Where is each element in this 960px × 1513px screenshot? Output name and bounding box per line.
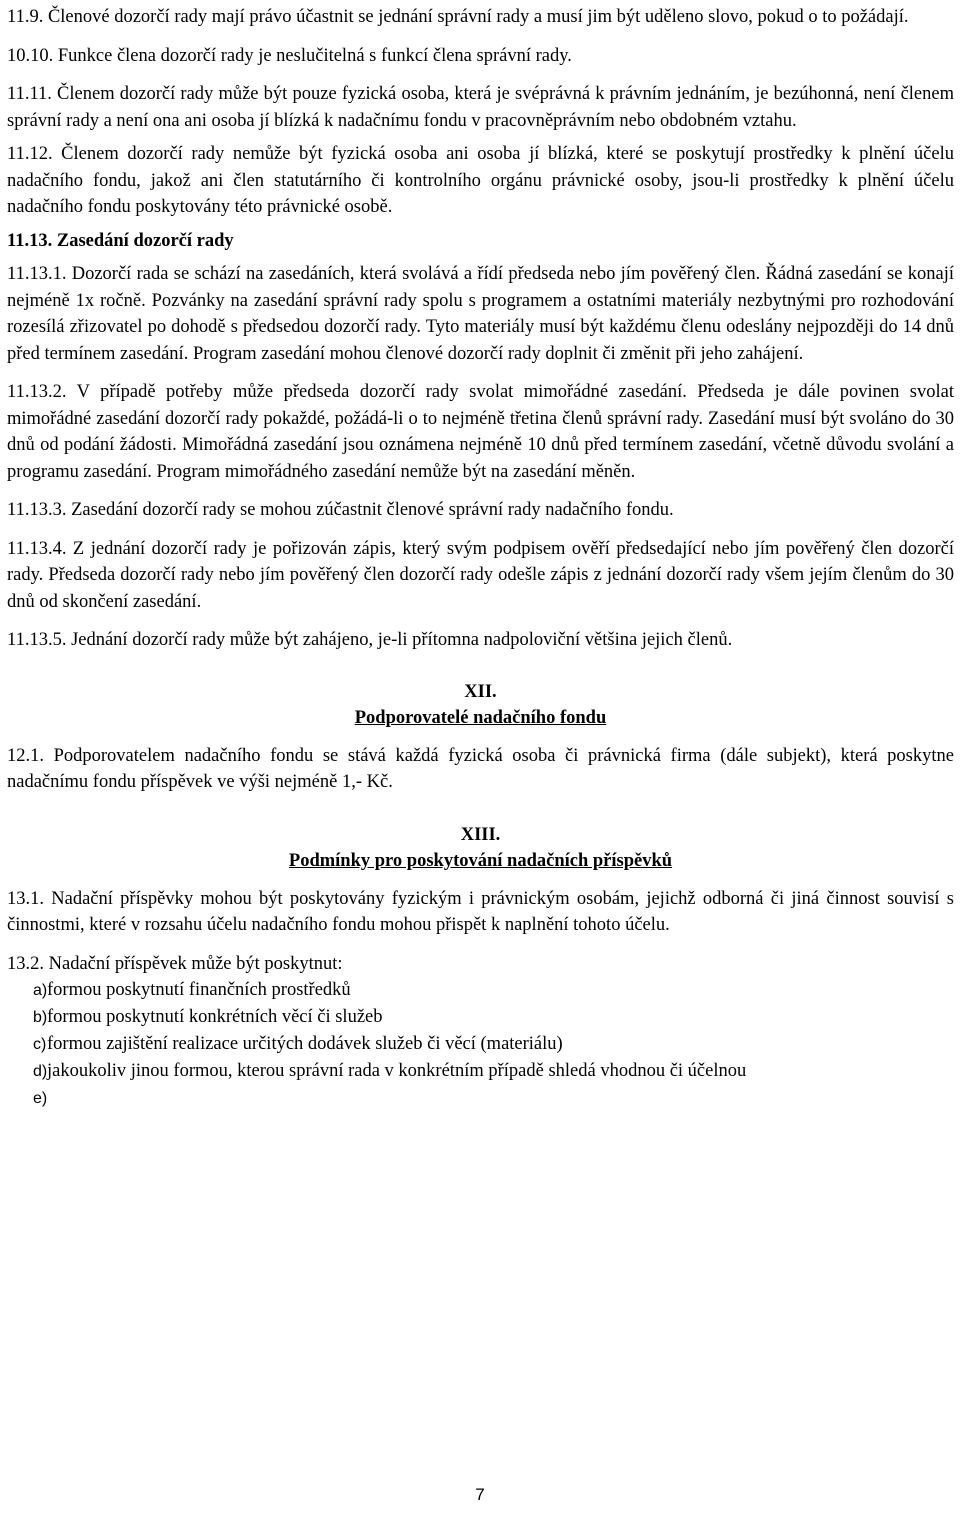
list-marker: a) [33, 982, 48, 999]
paragraph-11-13-2: 11.13.2. V případě potřeby může předseda dozorčí rady svolat mimořádné zasedání. Předseda je dále povinen svolat mimořádné zasedání dozorčí rady pokaždé, požádá-li o to nejméně třetina členů správní rady. Zasedání musí být svoláno do 30 dnů od podání žádosti. Mimořádná zasedání jsou oznámena nejméně 10 dnů před termínem zasedání, včetně důvodu svolání a programu zasedání. Program mimořádného zasedání nemůže být na zasedání měněn. [7, 382, 954, 482]
section-xii-title: Podporovatelé nadačního fondu [354, 707, 607, 728]
paragraph-11-13-4: 11.13.4. Z jednání dozorčí rady je pořizován zápis, který svým podpisem ověří předsedající nebo jím pověřený člen dozorčí rady. Předseda dozorčí rady nebo jím pověřený člen dozorčí rady odešle zápis z jednání dozorčí rady všem jejím členům do 30 dnů od skončení zasedání. [7, 538, 954, 612]
paragraph-13-1: 13.1. Nadační příspěvky mohou být poskytovány fyzickým i právnickým osobám, jejichž odborná či jiná činnost souvisí s činnostmi, které v rozsahu účelu nadačního fondu mohou přispět k naplnění tohoto účelu. [7, 888, 954, 935]
provision-forms-list [7, 977, 954, 1112]
list-item [7, 1058, 954, 1085]
list-marker: c) [33, 1036, 47, 1053]
list-marker: d) [33, 1063, 48, 1080]
paragraph-11-9: 11.9. Členové dozorčí rady mají právo účastnit se jednání správní rady a musí jim být uděleno slovo, pokud o to požádají. [7, 7, 909, 27]
list-item [7, 1004, 954, 1031]
list-item [7, 1031, 954, 1058]
paragraph-11-13-5: 11.13.5. Jednání dozorčí rady může být zahájeno, je-li přítomna nadpoloviční většina jejich členů. [7, 630, 733, 650]
heading-11-13: 11.13. Zasedání dozorčí rady [7, 230, 234, 251]
list-item-text: formou poskytnutí konkrétních věcí či služeb [47, 1007, 383, 1027]
paragraph-11-13-3: 11.13.3. Zasedání dozorčí rady se mohou zúčastnit členové správní rady nadačního fondu. [7, 500, 674, 520]
paragraph-12-1: 12.1. Podporovatelem nadačního fondu se stává každá fyzická osoba či právnická firma (dále subjekt), která poskytne nadačnímu fondu příspěvek ve výši nejméně 1,- Kč. [7, 745, 954, 792]
paragraph-11-11: 11.11. Členem dozorčí rady může být pouze fyzická osoba, která je svéprávná k právním jednáním, je bezúhonná, není členem správní rady a není ona ani osoba jí blízká k nadačnímu fondu v pracovněprávním nebo obdobném vztahu. [7, 84, 954, 131]
list-item-text: formou zajištění realizace určitých dodávek služeb či věcí (materiálu) [47, 1034, 563, 1054]
list-item-text: jakoukoliv jinou formou, kterou správní rada v konkrétním případě shledá vhodnou či účelnou [47, 1061, 747, 1081]
section-xiii-number: XIII. [460, 824, 501, 845]
paragraph-11-12: 11.12. Členem dozorčí rady nemůže být fyzická osoba ani osoba jí blízká, které se poskytují prostředky k plnění účelu nadačního fondu, jakož ani člen statutárního či kontrolního orgánu právnické osoby, jsou-li prostředky k plnění účelu nadačního fondu poskytovány této právnické osobě. [7, 144, 954, 217]
list-marker: e) [33, 1090, 48, 1107]
document-page [7, 4, 954, 1112]
list-item [7, 1085, 954, 1112]
paragraph-11-13-1: 11.13.1. Dozorčí rada se schází na zasedáních, která svolává a řídí předseda nebo jím pověřený člen. Řádná zasedání se konají nejméně 1x ročně. Pozvánky na zasedání správní rady spolu s programem a ostatními materiály nezbytnými pro rozhodování rozesílá zřizovatel po dohodě s předsedou dozorčí rady. Tyto materiály musí být každému členu odeslány nejpozději do 14 dnů před termínem zasedání. Program zasedání mohou členové dozorčí rady doplnit či změnit při jeho zahájení. [7, 264, 954, 364]
paragraph-13-2: 13.2. Nadační příspěvek může být poskytnut: [7, 953, 343, 974]
page-number: 7 [475, 1485, 485, 1504]
section-xiii-title: Podmínky pro poskytování nadačních příspěvků [288, 850, 673, 871]
paragraph-10-10: 10.10. Funkce člena dozorčí rady je neslučitelná s funkcí člena správní rady. [7, 45, 572, 66]
section-xii-number: XII. [464, 681, 497, 702]
list-marker: b) [33, 1009, 48, 1026]
list-item [7, 977, 954, 1004]
list-item-text: formou poskytnutí finančních prostředků [47, 980, 351, 1000]
list-item-text [47, 1085, 954, 1112]
